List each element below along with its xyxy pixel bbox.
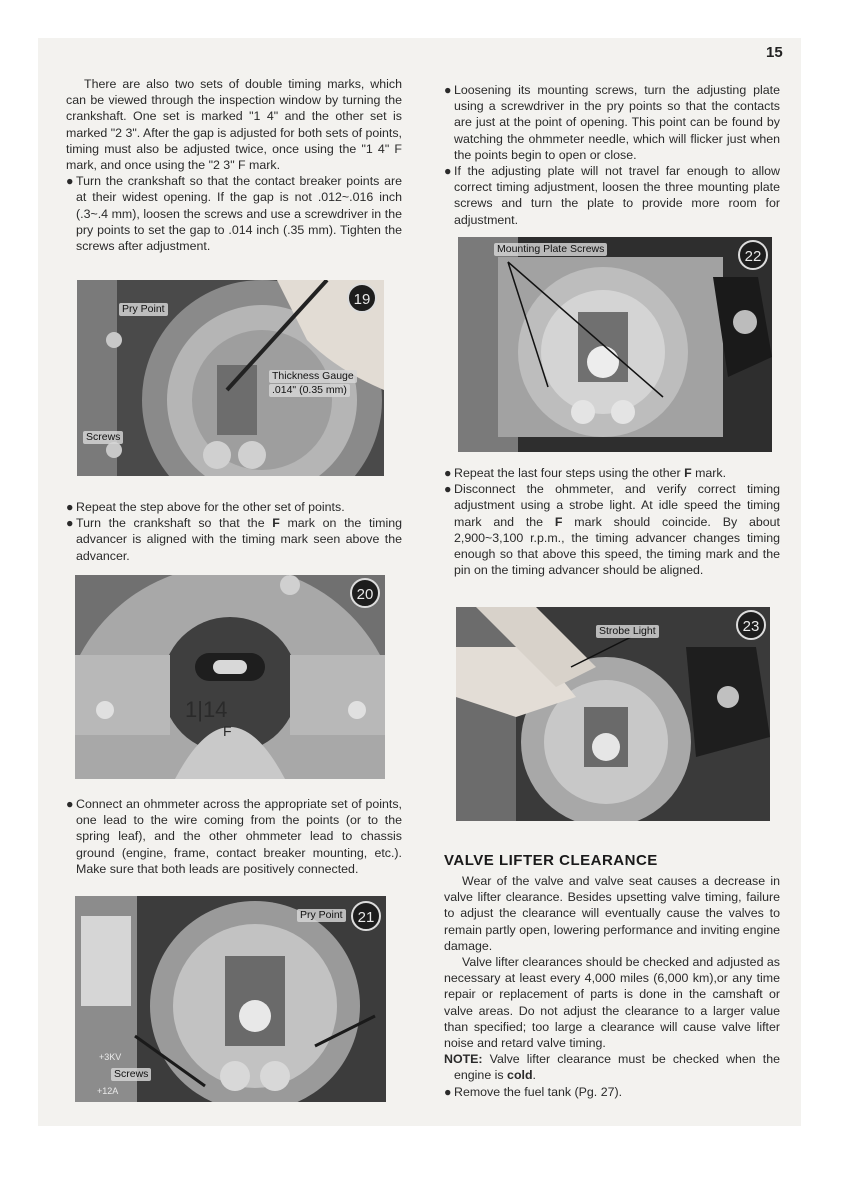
bullet-dot: ● (66, 500, 74, 514)
left-text-block-2 (66, 499, 402, 564)
bullet-loosening-screws (444, 82, 780, 163)
label-screws-21: Screws (111, 1068, 151, 1081)
note-text-post: . (532, 1068, 536, 1083)
bullet-dot: ● (444, 1084, 452, 1099)
note-paragraph (444, 1051, 780, 1083)
page-number: 15 (766, 44, 783, 61)
bullet-dot: ● (444, 466, 452, 480)
timing-scale-f: F (223, 723, 232, 739)
note-bold: cold (507, 1068, 533, 1083)
figure-21-photo (75, 896, 386, 1102)
bullet-text: Remove the fuel tank (Pg. 27). (454, 1084, 623, 1099)
bullet-text-pre: Disconnect the ohmmeter, and verify correct timing adjustment using a strobe light. At idle speed the timing mark and the (454, 482, 780, 529)
label-pry-point: Pry Point (119, 303, 168, 316)
valve-paragraph-2: Valve lifter clearances should be checked and adjusted as necessary at least every 4,000 miles (6,000 km),or any time repair or replacement of parts is done in the camshaft or valve areas. Do not adjust the clearance to a larger value than specified; too large a clearance will cause valve lifter noise and retard valve timing. (444, 955, 780, 1051)
right-text-block-2 (444, 465, 780, 578)
left-text-block-1 (66, 76, 402, 254)
figure-number-20: 20 (350, 578, 380, 608)
bullet-text-pre: Turn the crankshaft so that the (76, 516, 273, 531)
bullet-connect-ohmmeter (66, 796, 402, 877)
section-heading-valve-lifter: VALVE LIFTER CLEARANCE (444, 852, 658, 869)
note-label: NOTE: (444, 1052, 483, 1067)
figure-22-image (458, 237, 772, 452)
bullet-text-post: mark on the timing advancer is aligned with the timing mark seen above the advancer. (76, 516, 402, 563)
label-mounting-plate-screws: Mounting Plate Screws (494, 243, 607, 256)
bullet-dot: ● (444, 482, 452, 497)
label-thickness-gauge: Thickness Gauge (269, 370, 357, 383)
bullet-text-pre: Repeat the last four steps using the other (454, 466, 685, 480)
bullet-dot: ● (444, 83, 452, 97)
figure-number-23: 23 (736, 610, 766, 640)
bullet-text: Loosening its mounting screws, turn the adjusting plate using a screwdriver in the pry points so that the contacts are just at the point of opening. This point can be found by watching the ohmmeter needle, which will flicker just when the points begin to open or close. (454, 83, 780, 162)
bullet-text-post: mark. (691, 466, 727, 480)
bullet-text: Connect an ohmmeter across the appropriate set of points, one lead to the wire coming from the points (or to the spring leaf), and the other ohmmeter lead to chassis ground (engine, frame, contact breaker mounting, etc.). Make sure that both leads are positively connected. (76, 797, 402, 876)
figure-number-21: 21 (351, 901, 381, 931)
note-text-pre: Valve lifter clearance must be checked when the engine is (454, 1052, 780, 1083)
label-gauge-value: .014" (0.35 mm) (269, 384, 350, 397)
bullet-dot: ● (444, 164, 452, 179)
bullet-text-post: mark should coincide. By about 2,900~3,100 r.p.m., the timing advancer changes timing enough so that above this speed, the timing mark and the pin on the timing advancer should be aligned. (454, 514, 780, 578)
bullet-dot: ● (66, 797, 74, 811)
bullet-dot: ● (66, 516, 74, 531)
valve-paragraph-1: Wear of the valve and valve seat causes a decrease in valve lifter clearance. Besides upsetting valve timing, failure to adjust the clearance will eventually cause the valves to remain partly open, lowering performance and inviting engine damage. (444, 874, 780, 953)
figure-22-photo (458, 237, 772, 452)
bullet-adjusting-plate (444, 163, 780, 228)
bullet-repeat-last-four (444, 465, 780, 481)
bullet-turn-f-mark (66, 515, 402, 564)
figure-19-photo (77, 280, 384, 476)
figure-23-image (456, 607, 770, 821)
bullet-remove-fuel-tank (444, 1084, 780, 1100)
figure-20-photo (75, 575, 385, 779)
figure-23-photo (456, 607, 770, 821)
f-mark: F (554, 514, 563, 529)
figure-number-22: 22 (738, 240, 768, 270)
bullet-repeat-step (66, 499, 402, 515)
bullet-text: If the adjusting plate will not travel far enough to allow correct timing adjustment, loosen the three mounting plate screws and turn the plate to provide more room for adjustment. (454, 164, 780, 227)
figure-number-19: 19 (347, 283, 377, 313)
bullet-strobe-light (444, 481, 780, 578)
label-screws: Screws (83, 431, 123, 444)
timing-scale-text: 1|14 (185, 697, 228, 722)
intro-paragraph: There are also two sets of double timing marks, which can be viewed through the inspection window by turning the crankshaft. One set is marked "1 4" and the other set is marked "2 3". After the gap is adjusted for both sets of points, timing must also be adjusted twice, once using the "1 4" F mark, and once using the "2 3" F mark. (66, 77, 402, 173)
right-text-block-3 (444, 873, 780, 1100)
f-mark: F (684, 466, 692, 480)
meter-text-2: +12A (97, 1086, 119, 1096)
bullet-text: Repeat the step above for the other set of points. (76, 500, 345, 514)
figure-20-image (75, 575, 385, 779)
label-strobe-light: Strobe Light (596, 625, 659, 638)
bullet-dot: ● (66, 174, 74, 189)
right-text-block-1 (444, 82, 780, 228)
f-mark: F (272, 516, 280, 531)
label-pry-point-21: Pry Point (297, 909, 346, 922)
bullet-turn-crankshaft (66, 173, 402, 254)
left-text-block-3 (66, 796, 402, 877)
meter-text-1: +3KV (99, 1052, 122, 1062)
bullet-text: Turn the crankshaft so that the contact breaker points are at their widest opening. If the gap is not .012~.016 inch (.3~.4 mm), loosen the screws and use a screwdriver in the pry points to set the gap to .014 inch (.35 mm). Tighten the screws after adjustment. (76, 174, 402, 254)
